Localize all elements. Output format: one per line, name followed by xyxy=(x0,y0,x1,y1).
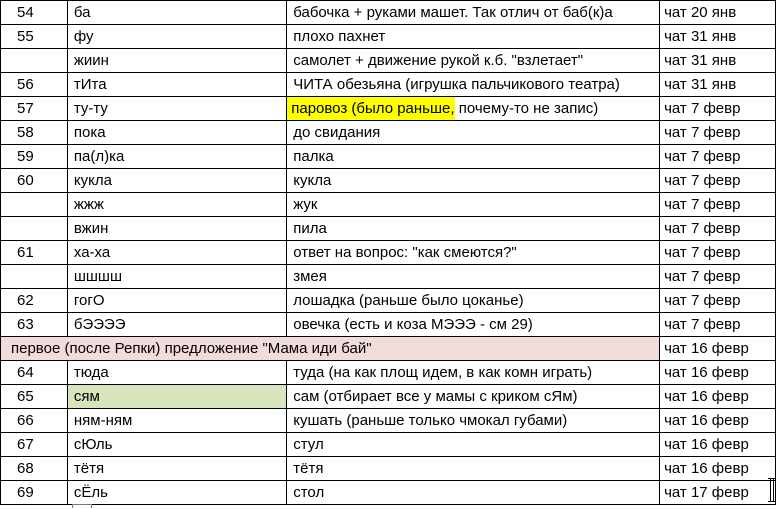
table-row xyxy=(1,409,776,433)
cell-number[interactable]: 68 xyxy=(1,457,68,481)
cell-word[interactable]: вжин xyxy=(67,217,286,241)
cell-word[interactable]: бЭЭЭЭ xyxy=(67,313,286,337)
table-row xyxy=(1,385,776,409)
table-row xyxy=(1,457,776,481)
table-row xyxy=(1,241,776,265)
cell-meaning[interactable]: ответ на вопрос: "как смеются?" xyxy=(287,241,660,265)
table-row xyxy=(1,313,776,337)
cell-meaning[interactable]: жук xyxy=(287,193,660,217)
cell-meaning[interactable]: плохо пахнет xyxy=(287,25,660,49)
table-row-merged xyxy=(1,337,776,361)
cell-number[interactable] xyxy=(1,193,68,217)
table-row xyxy=(1,217,776,241)
cell-meaning[interactable]: лошадка (раньше было цоканье) xyxy=(287,289,660,313)
cell-date[interactable]: чат 7 февр xyxy=(660,313,776,337)
cell-handle xyxy=(72,504,92,508)
table-row xyxy=(1,25,776,49)
cell-word[interactable]: па(л)ка xyxy=(67,145,286,169)
cell-number[interactable]: 59 xyxy=(1,145,68,169)
cell-date[interactable]: чат 7 февр xyxy=(660,217,776,241)
cell-word[interactable]: ба xyxy=(67,1,286,25)
table-row xyxy=(1,97,776,121)
cell-number[interactable]: 66 xyxy=(1,409,68,433)
cell-date[interactable]: чат 31 янв xyxy=(660,25,776,49)
cell-number[interactable]: 56 xyxy=(1,73,68,97)
cell-meaning[interactable]: до свидания xyxy=(287,121,660,145)
cell-word[interactable]: кукла xyxy=(67,169,286,193)
cell-word[interactable]: ха-ха xyxy=(67,241,286,265)
cell-number[interactable]: 65 xyxy=(1,385,68,409)
cell-date[interactable]: чат 7 февр xyxy=(660,265,776,289)
cell-date[interactable]: чат 31 янв xyxy=(660,73,776,97)
cell-date[interactable]: чат 17 февр xyxy=(660,481,776,505)
meaning-rest-text: почему-то не запис) xyxy=(454,100,599,117)
cell-word[interactable]: ням-ням xyxy=(67,409,286,433)
cell-word[interactable]: тюда xyxy=(67,361,286,385)
cell-date[interactable]: чат 7 февр xyxy=(660,193,776,217)
cell-meaning[interactable]: овечка (есть и коза МЭЭЭ - см 29) xyxy=(287,313,660,337)
cell-date[interactable]: чат 7 февр xyxy=(660,241,776,265)
cell-word[interactable]: жиин xyxy=(67,49,286,73)
table-row xyxy=(1,289,776,313)
cell-meaning[interactable]: сам (отбирает все у мамы с криком сЯм) xyxy=(287,385,660,409)
cell-word[interactable]: сЁль xyxy=(67,481,286,505)
cell-word[interactable]: шшшш xyxy=(67,265,286,289)
cell-word[interactable]: тИта xyxy=(67,73,286,97)
cell-meaning[interactable]: пила xyxy=(287,217,660,241)
table-row xyxy=(1,433,776,457)
cell-date[interactable]: чат 16 февр xyxy=(660,409,776,433)
cell-number[interactable]: 57 xyxy=(1,97,68,121)
cell-word[interactable]: сЮль xyxy=(67,433,286,457)
cell-meaning[interactable]: самолет + движение рукой к.б. "взлетает" xyxy=(287,49,660,73)
cell-date[interactable]: чат 16 февр xyxy=(660,385,776,409)
table-row xyxy=(1,481,776,505)
cell-number[interactable] xyxy=(1,217,68,241)
cell-meaning[interactable] xyxy=(287,97,660,121)
table-row xyxy=(1,265,776,289)
cell-word[interactable]: тётя xyxy=(67,457,286,481)
cell-meaning[interactable]: стул xyxy=(287,433,660,457)
table-row xyxy=(1,1,776,25)
cell-meaning[interactable]: палка xyxy=(287,145,660,169)
cell-word[interactable]: фу xyxy=(67,25,286,49)
cell-word[interactable]: сям xyxy=(67,385,286,409)
cell-word[interactable]: пока xyxy=(67,121,286,145)
cell-date[interactable]: чат 31 янв xyxy=(660,49,776,73)
cell-date[interactable]: чат 16 февр xyxy=(660,337,776,361)
cell-number[interactable]: 55 xyxy=(1,25,68,49)
table-row xyxy=(1,361,776,385)
cell-meaning[interactable]: змея xyxy=(287,265,660,289)
cell-number[interactable]: 61 xyxy=(1,241,68,265)
cell-word[interactable]: гогО xyxy=(67,289,286,313)
cell-meaning[interactable]: бабочка + руками машет. Так отлич от баб(к)а xyxy=(287,1,660,25)
cell-number[interactable]: 67 xyxy=(1,433,68,457)
cell-meaning[interactable]: кушать (раньше только чмокал губами) xyxy=(287,409,660,433)
cell-number[interactable]: 58 xyxy=(1,121,68,145)
cell-number[interactable]: 63 xyxy=(1,313,68,337)
cell-date[interactable]: чат 7 февр xyxy=(660,289,776,313)
cell-date[interactable]: чат 7 февр xyxy=(660,97,776,121)
cell-meaning[interactable]: ЧИТА обезьяна (игрушка пальчикового театра) xyxy=(287,73,660,97)
cell-date[interactable]: чат 7 февр xyxy=(660,121,776,145)
table-row xyxy=(1,49,776,73)
table-row xyxy=(1,145,776,169)
cell-number[interactable] xyxy=(1,49,68,73)
table-row xyxy=(1,169,776,193)
text-cursor-icon xyxy=(770,478,774,502)
cell-word[interactable]: жжж xyxy=(67,193,286,217)
cell-date[interactable]: чат 16 февр xyxy=(660,361,776,385)
table-row xyxy=(1,73,776,97)
table-row xyxy=(1,193,776,217)
cell-meaning[interactable]: стол xyxy=(287,481,660,505)
cell-meaning[interactable]: кукла xyxy=(287,169,660,193)
cell-meaning[interactable]: туда (на как площ идем, в как комн играть) xyxy=(287,361,660,385)
cell-number[interactable]: 54 xyxy=(1,1,68,25)
cell-number[interactable] xyxy=(1,265,68,289)
table-row xyxy=(1,121,776,145)
cell-number[interactable]: 69 xyxy=(1,481,68,505)
highlighted-text: паровоз (было раньше, xyxy=(287,97,454,120)
cell-meaning[interactable]: тётя xyxy=(287,457,660,481)
cell-date[interactable]: чат 16 февр xyxy=(660,433,776,457)
cell-merged-sentence[interactable]: первое (после Репки) предложение "Мама иди бай" xyxy=(1,337,660,361)
cell-number[interactable]: 62 xyxy=(1,289,68,313)
cell-date[interactable]: чат 7 февр xyxy=(660,169,776,193)
cell-date[interactable]: чат 7 февр xyxy=(660,145,776,169)
cell-number[interactable]: 64 xyxy=(1,361,68,385)
cell-date[interactable]: чат 20 янв xyxy=(660,1,776,25)
cell-word[interactable]: ту-ту xyxy=(67,97,286,121)
cell-date[interactable]: чат 16 февр xyxy=(660,457,776,481)
cell-number[interactable]: 60 xyxy=(1,169,68,193)
